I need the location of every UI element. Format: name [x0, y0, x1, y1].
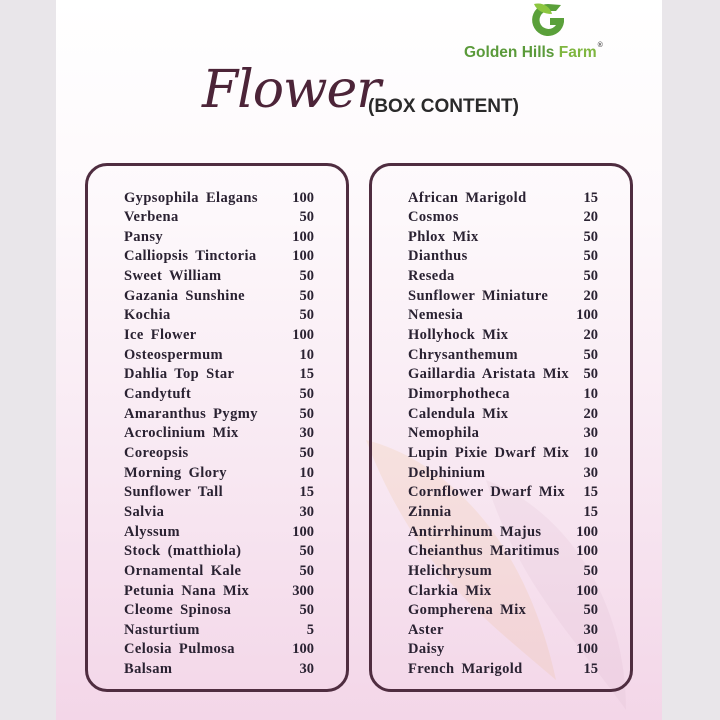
- flower-name: Hollyhock Mix: [408, 327, 509, 344]
- flower-name: Gazania Sunshine: [124, 287, 246, 304]
- list-item: [124, 424, 314, 444]
- seed-count: 100: [292, 189, 314, 206]
- seed-count: 50: [299, 307, 314, 324]
- seed-count: 30: [583, 425, 598, 442]
- list-item: [408, 267, 598, 287]
- list-item: [408, 326, 598, 346]
- seed-count: 50: [583, 228, 598, 245]
- flower-name: Cheianthus Maritimus: [408, 543, 560, 560]
- flower-name: Dianthus: [408, 248, 468, 265]
- list-item: [408, 463, 598, 483]
- flower-name: Coreopsis: [124, 444, 189, 461]
- seed-count: 10: [583, 386, 598, 402]
- seed-count: 15: [583, 503, 598, 520]
- list-item: [408, 306, 598, 326]
- flower-name: Chrysanthemum: [408, 346, 518, 363]
- seed-count: 50: [583, 602, 598, 619]
- flower-name: Salvia: [124, 503, 165, 520]
- flower-name: Ornamental Kale: [124, 562, 242, 579]
- flower-name: Balsam: [124, 661, 173, 678]
- seed-count: 300: [292, 582, 314, 599]
- list-item: [124, 267, 314, 287]
- list-item: [408, 208, 598, 228]
- seed-count: 30: [299, 503, 314, 520]
- seed-count: 10: [583, 444, 598, 461]
- seed-count: 50: [583, 366, 598, 383]
- list-item: [124, 365, 314, 385]
- registered-mark: ®: [597, 42, 603, 49]
- list-item: [124, 542, 314, 562]
- flower-name: Sunflower Miniature: [408, 287, 549, 304]
- flower-name: Delphinium: [408, 464, 486, 481]
- seed-count: 100: [576, 543, 598, 560]
- flower-name: Dahlia Top Star: [124, 366, 235, 383]
- list-item: [124, 502, 314, 522]
- seed-count: 100: [292, 228, 314, 245]
- seed-count: 20: [583, 287, 598, 304]
- flower-name: Daisy: [408, 641, 445, 658]
- list-item: [124, 620, 314, 640]
- list-item: [124, 326, 314, 346]
- left-flower-list: [85, 163, 349, 692]
- seed-count: 10: [299, 464, 314, 481]
- list-item: [124, 208, 314, 228]
- seed-count: 50: [299, 543, 314, 560]
- seed-count: 30: [299, 661, 314, 678]
- seed-count: 100: [576, 523, 598, 540]
- flower-name: Reseda: [408, 268, 455, 285]
- flower-name: Sunflower Tall: [124, 484, 223, 501]
- seed-count: 50: [583, 562, 598, 579]
- page-title: Flower: [202, 60, 381, 120]
- list-item: [408, 542, 598, 562]
- list-item: [408, 502, 598, 522]
- seed-count: 15: [299, 484, 314, 501]
- list-item: [124, 561, 314, 581]
- list-item: [124, 443, 314, 463]
- list-item: [124, 463, 314, 483]
- seed-count: 20: [583, 327, 598, 344]
- list-item: [408, 522, 598, 542]
- list-item: [408, 620, 598, 640]
- list-item: [408, 601, 598, 621]
- flower-name: Cornflower Dwarf Mix: [408, 484, 566, 501]
- flower-name: Dimorphotheca: [408, 386, 510, 402]
- list-item: [408, 581, 598, 601]
- list-item: [124, 227, 314, 247]
- flower-name: Acroclinium Mix: [124, 425, 239, 442]
- list-item: [124, 188, 314, 208]
- seed-count: 50: [299, 268, 314, 285]
- list-item: [124, 345, 314, 365]
- seed-count: 100: [292, 248, 314, 265]
- list-item: [124, 385, 314, 405]
- flower-name: Verbena: [124, 209, 179, 226]
- seed-count: 20: [583, 405, 598, 422]
- flower-name: Stock (matthiola): [124, 543, 242, 560]
- list-item: [408, 385, 598, 405]
- seed-count: 10: [299, 346, 314, 363]
- flower-name: Ice Flower: [124, 327, 197, 344]
- flower-name: Celosia Pulmosa: [124, 641, 235, 658]
- flower-name: Osteospermum: [124, 346, 224, 363]
- flower-name: Nemophila: [408, 425, 480, 442]
- flower-name: Gypsophila Elagans: [124, 189, 258, 206]
- brand-name: [464, 44, 634, 62]
- list-item: [408, 640, 598, 660]
- list-item: [408, 424, 598, 444]
- seed-count: 50: [299, 562, 314, 579]
- seed-count: 100: [576, 641, 598, 658]
- flower-name: Clarkia Mix: [408, 582, 492, 599]
- seed-count: 50: [299, 602, 314, 619]
- seed-count: 50: [583, 346, 598, 363]
- flower-name: Calliopsis Tinctoria: [124, 248, 257, 265]
- flower-name: Amaranthus Pygmy: [124, 405, 258, 422]
- seed-count: 50: [583, 268, 598, 285]
- seed-count: 50: [299, 386, 314, 402]
- list-item: [124, 404, 314, 424]
- flower-name: Nasturtium: [124, 621, 200, 638]
- list-item: [124, 640, 314, 660]
- seed-count: 100: [576, 582, 598, 599]
- list-item: [408, 188, 598, 208]
- flower-name: Antirrhinum Majus: [408, 523, 542, 540]
- seed-count: 15: [583, 661, 598, 678]
- flower-name: Petunia Nana Mix: [124, 582, 250, 599]
- list-item: [124, 660, 314, 680]
- seed-count: 15: [583, 484, 598, 501]
- flower-name: Alyssum: [124, 523, 180, 540]
- flower-name: Nemesia: [408, 307, 464, 324]
- seed-count: 50: [299, 444, 314, 461]
- seed-count: 100: [292, 523, 314, 540]
- flyer-page: [56, 0, 662, 720]
- flower-name: Cleome Spinosa: [124, 602, 232, 619]
- flower-name: Helichrysum: [408, 562, 493, 579]
- list-item: [408, 561, 598, 581]
- right-flower-list: [369, 163, 633, 692]
- list-item: [124, 483, 314, 503]
- list-item: [408, 365, 598, 385]
- flower-name: Lupin Pixie Dwarf Mix: [408, 444, 570, 461]
- flower-name: Candytuft: [124, 386, 192, 402]
- list-item: [408, 345, 598, 365]
- flower-name: Zinnia: [408, 503, 452, 520]
- flower-name: Pansy: [124, 228, 164, 245]
- list-item: [408, 286, 598, 306]
- brand-word-golden-hills: Golden Hills: [464, 44, 559, 61]
- seed-count: 30: [583, 621, 598, 638]
- list-item: [408, 443, 598, 463]
- seed-count: 5: [306, 621, 314, 638]
- list-item: [408, 483, 598, 503]
- seed-count: 100: [292, 327, 314, 344]
- seed-count: 30: [583, 464, 598, 481]
- seed-count: 50: [299, 405, 314, 422]
- flower-name: French Marigold: [408, 661, 523, 678]
- seed-count: 15: [583, 189, 598, 206]
- flower-name: Aster: [408, 621, 444, 638]
- seed-count: 15: [299, 366, 314, 383]
- brand-word-farm: Farm: [558, 44, 597, 61]
- seed-count: 50: [299, 209, 314, 226]
- list-item: [124, 581, 314, 601]
- flower-name: African Marigold: [408, 189, 527, 206]
- flower-name: Calendula Mix: [408, 405, 509, 422]
- flower-name: Gompherena Mix: [408, 602, 527, 619]
- seed-count: 100: [292, 641, 314, 658]
- seed-count: 50: [299, 287, 314, 304]
- list-item: [124, 286, 314, 306]
- golden-hills-logo-icon: [528, 0, 568, 40]
- list-item: [408, 247, 598, 267]
- flower-name: Cosmos: [408, 209, 459, 226]
- seed-count: 20: [583, 209, 598, 226]
- flower-name: Gaillardia Aristata Mix: [408, 366, 569, 383]
- seed-count: 30: [299, 425, 314, 442]
- list-item: [124, 306, 314, 326]
- list-item: [408, 660, 598, 680]
- flower-name: Phlox Mix: [408, 228, 479, 245]
- seed-count: 100: [576, 307, 598, 324]
- list-item: [124, 522, 314, 542]
- flower-name: Kochia: [124, 307, 171, 324]
- list-item: [124, 601, 314, 621]
- list-item: [124, 247, 314, 267]
- flower-name: Sweet William: [124, 268, 222, 285]
- seed-count: 50: [583, 248, 598, 265]
- list-item: [408, 227, 598, 247]
- page-subtitle: (BOX CONTENT): [368, 96, 519, 117]
- flower-name: Morning Glory: [124, 464, 227, 481]
- list-item: [408, 404, 598, 424]
